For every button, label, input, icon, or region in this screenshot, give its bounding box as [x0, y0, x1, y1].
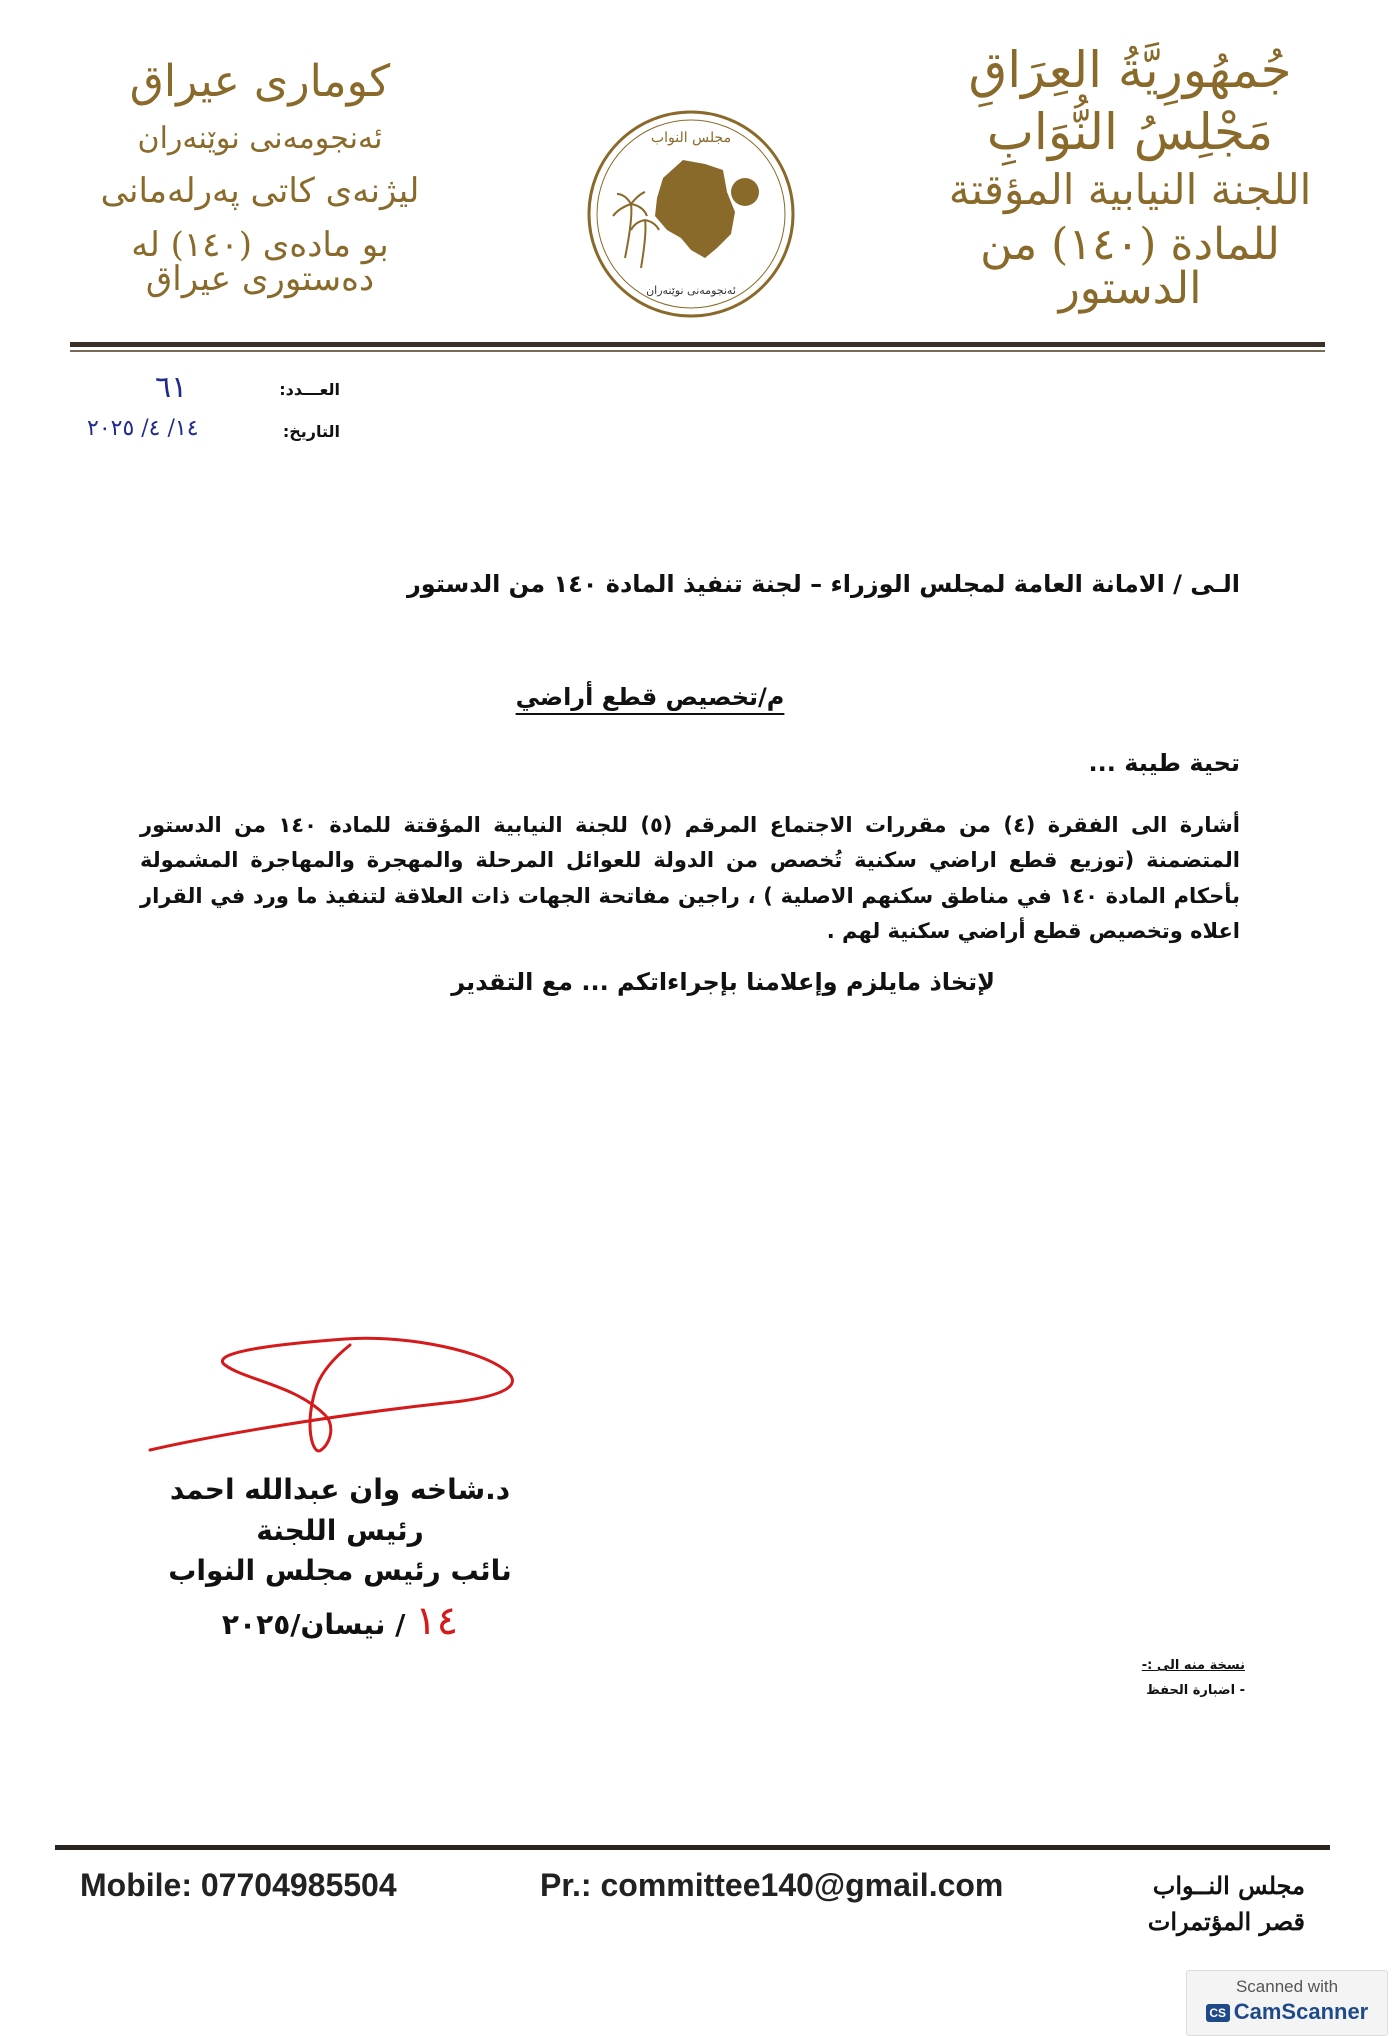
- footer-divider: [55, 1845, 1330, 1850]
- number-value: ٦١: [155, 370, 188, 405]
- header-parliament-arabic: [920, 41, 1340, 323]
- header-republic-of-iraq: جُمهُورِيَّةُ العِرَاقِ: [968, 41, 1292, 99]
- header-kurdish-article: بو مادەی (١٤٠) لە دەستوری عیراق: [131, 225, 389, 299]
- footer-council: مجلس النــواب: [1152, 1871, 1305, 1900]
- signature-date: [145, 1592, 535, 1650]
- reference-number-row: [95, 370, 340, 418]
- signature-date-day: ١٤: [415, 1597, 459, 1644]
- footer-address: [1148, 1868, 1305, 1940]
- handwritten-signature: [145, 1325, 535, 1455]
- scanned-with-label: Scanned with: [1235, 1977, 1339, 1996]
- seal-bottom-text: ئەنجومەنی نوێنەران: [646, 284, 736, 297]
- reference-date-row: [87, 416, 340, 460]
- signatory-block: [145, 1470, 535, 1650]
- header-article-140: للمادة (١٤٠) من الدستور: [980, 219, 1280, 314]
- parliament-seal-logo: [585, 108, 797, 320]
- letter-recipient: الـى / الامانة العامة لمجلس الوزراء – لجنة تنفيذ المادة ١٤٠ من الدستور: [406, 570, 1240, 598]
- copy-to-block: [1025, 1658, 1245, 1698]
- signatory-name: د.شاخه وان عبدالله احمد: [169, 1473, 511, 1506]
- footer-mobile: Mobile: 07704985504: [80, 1867, 397, 1903]
- signatory-title: رئيس اللجنة: [256, 1513, 424, 1547]
- header-committee-name: اللجنة النيابية المؤقتة: [948, 165, 1312, 214]
- letter-subject: م/تخصيص قطع أراضي: [515, 683, 785, 711]
- number-label: العـــدد:: [279, 380, 340, 399]
- header-divider: [70, 342, 1325, 347]
- footer-email: Pr.: committee140@gmail.com: [540, 1867, 1004, 1903]
- signatory-position: نائب رئيس مجلس النواب: [168, 1554, 512, 1588]
- camscanner-watermark: [1186, 1970, 1388, 2036]
- date-value: ١٤/ ٤/ ٢٠٢٥: [87, 416, 199, 441]
- header-parliament-kurdish: [70, 56, 450, 316]
- header-council-of-representatives: مَجْلِسُ النُّوَابِ: [986, 103, 1274, 161]
- letter-closing: لإتخاذ مايلزم وإعلامنا بإجراءاتكم ... مع التقدير: [451, 968, 995, 996]
- letter-greeting: تحية طيبة ...: [1088, 749, 1240, 777]
- letter-body: أشارة الى الفقرة (٤) من مقررات الاجتماع المرقم (٥) للجنة النيابية المؤقتة للمادة ١٤٠ من الدستور المتضمنة (توزيع قطع اراضي سكنية تُخصص من الدولة للعوائل المرحلة والمهجرة والمهاجرة المشمولة بأحكام المادة ١٤٠ في مناطق سكنهم الاصلية ) ، راجين مفاتحة الجهات ذات العلاقة لتنفيذ ما ورد في القرار اعلاه وتخصيص قطع أراضي سكنية لهم .: [140, 813, 1241, 943]
- letter-reference: [87, 370, 340, 460]
- header-kurdish-republic: كوماری عیراق: [129, 56, 391, 107]
- camscanner-icon: CS: [1206, 2004, 1230, 2022]
- date-label: التاريخ:: [282, 422, 340, 441]
- header-divider-thin: [70, 350, 1325, 352]
- signature-date-month-year: / نيسان/٢٠٢٥: [221, 1607, 406, 1641]
- copy-to-item: - اضبارة الحفظ: [1146, 1683, 1245, 1698]
- header-kurdish-committee: لیژنەی کاتی پەرلەمانی: [100, 171, 420, 211]
- footer-palace: قصر المؤتمرات: [1147, 1907, 1305, 1936]
- camscanner-name: [1187, 1999, 1387, 2025]
- camscanner-label: CamScanner: [1233, 1999, 1369, 2024]
- copy-to-heading: نسخة منه الى :-: [1141, 1658, 1245, 1673]
- seal-top-text: مجلس النواب: [650, 130, 732, 146]
- header-kurdish-council: ئەنجومەنی نوێنەران: [137, 121, 383, 156]
